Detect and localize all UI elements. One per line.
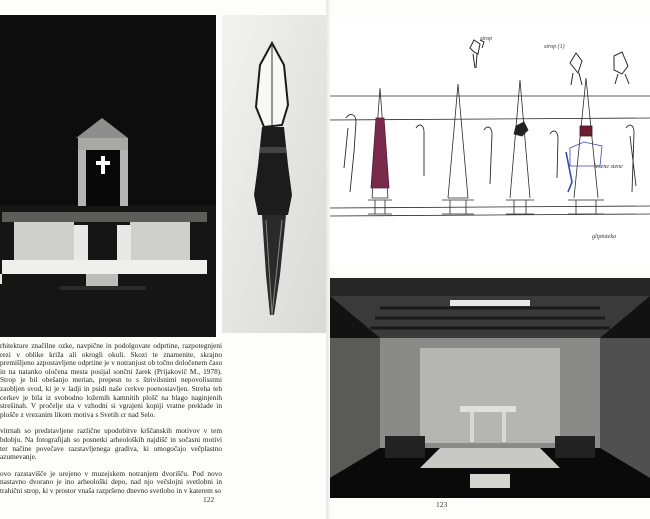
interior-photo bbox=[330, 278, 650, 498]
model-photo-standing bbox=[222, 15, 326, 333]
right-page-number: 123 bbox=[436, 500, 448, 509]
architectural-sketch bbox=[330, 18, 650, 263]
body-text bbox=[0, 342, 222, 504]
sketch-note-strop-1: strop (1) bbox=[544, 44, 565, 50]
sketch-note-bottom-right: gliptoteka bbox=[592, 234, 616, 240]
paragraph-2: vitrnah so predstavljene različne upodobitve krščanskih motivov v tem bdobju. Na fotografijah so posnetki arheoloških najdišč in sočasni motivi ter načine povečave razstavljenega gradiva, ki omogočajo večplastno azumevanje. bbox=[0, 426, 222, 462]
left-page-number: 122 bbox=[203, 495, 215, 504]
sketch-note-right: lesene stene bbox=[594, 164, 623, 170]
paragraph-3: ovo razstavišče je urejeno v muzejskem notranjem dvorišču. Pod novo nastavno dvorano je ino arheološki depo, nad njo večslojni svetlobni in trahični strop, ki v prostor vnaša razpršeno dnevno svetlobo in v katerem so bbox=[0, 468, 222, 495]
sketch-note-strop-2: strop bbox=[480, 36, 493, 42]
model-photo-cross bbox=[0, 15, 216, 337]
paragraph-1: rhitekture značilne ozke, navpične in podolgovate odprtine, razpotegnjeni rezi v oblike križa ali okrogli okuli. Skozi te znamenite, skrajno premišljeno azpostavljene odprtine je v notranjost ob točno določenem času in na natanko oločena mesta posijal sončni žarek (Prijakovič M., 1978). Strop je bil obešanjo merian, prepesn to s štrivilsnimi nepovolisstmi zaobljen svod, ki je v ladji in psidi naše cerkve poenostavljen. Streha teh cerkev je bila iz svobodno ložemih kamnitih plošč na blago naginjenih strešinah. V pročelje sta v vzhodni si vgrajeni kopiji vratne preklade in plošče z vrezanim likom motiva s Svetih cr nad Selo. bbox=[0, 341, 222, 419]
